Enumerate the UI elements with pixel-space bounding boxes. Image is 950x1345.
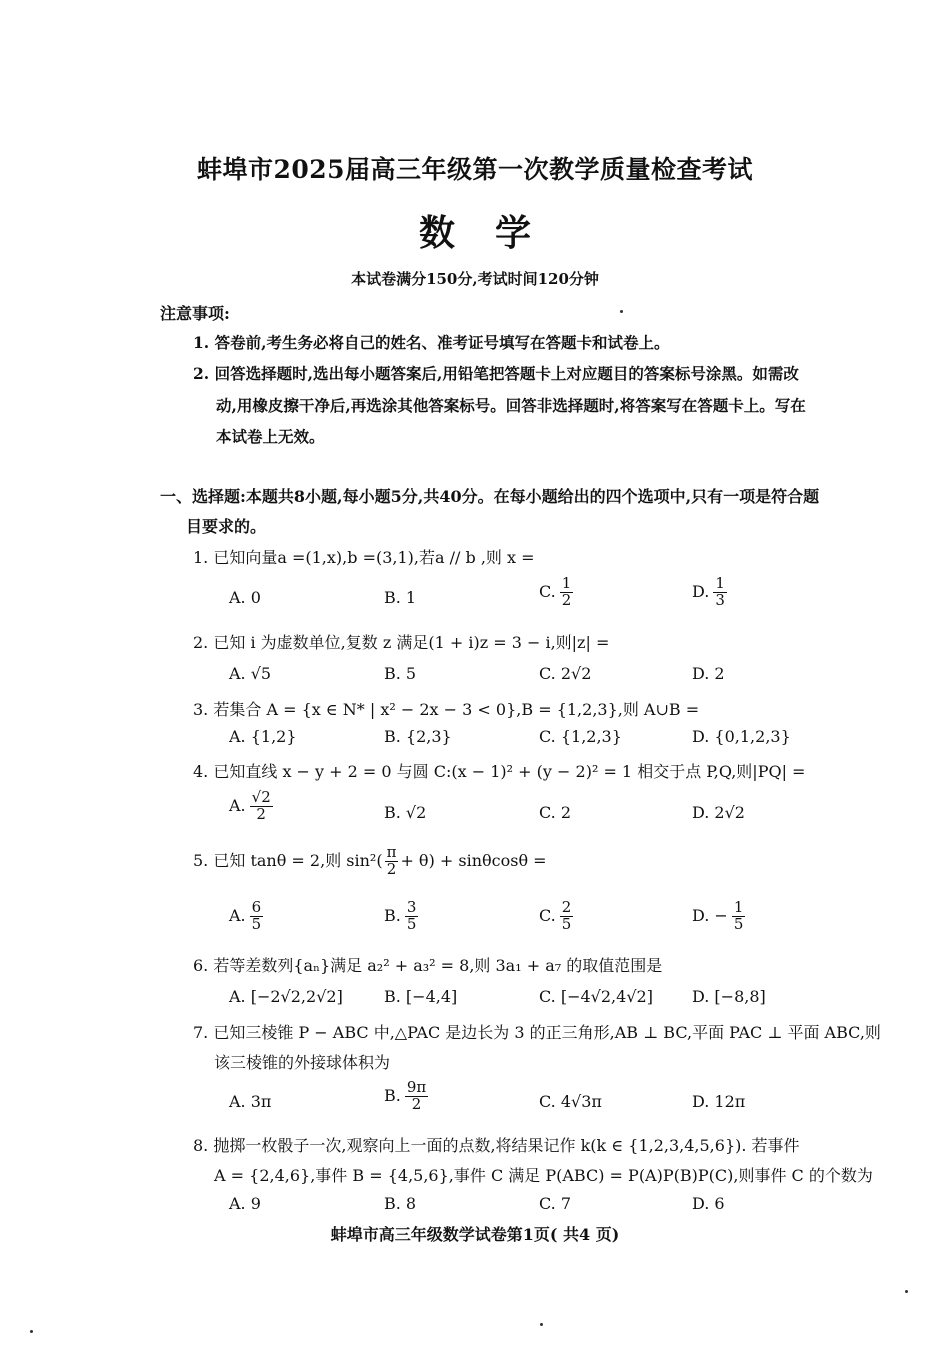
q2-option-b: B. 5 bbox=[384, 664, 417, 683]
q6-option-b: B. [−4,4] bbox=[384, 987, 458, 1006]
q5-option-d: D. − $\frac{1}{5}$ bbox=[692, 898, 744, 933]
section-heading: 一、选择题:本题共8小题,每小题5分,共40分。在每小题给出的四个选项中,只有一项是符合题 bbox=[160, 487, 820, 506]
section-heading-cont: 目要求的。 bbox=[186, 517, 267, 536]
q6-option-a: A. [−2√2,2√2] bbox=[229, 987, 343, 1006]
q8-option-d: D. 6 bbox=[692, 1194, 725, 1213]
question-8-stem-line-1: 8. 抛掷一枚骰子一次,观察向上一面的点数,将结果记作 k(k ∈ {1,2,3,4,5,6}). 若事件 bbox=[193, 1136, 800, 1155]
notice-item-1: 1. 答卷前,考生务必将自己的姓名、准考证号填写在答题卡和试卷上。 bbox=[193, 333, 670, 352]
scan-speck bbox=[540, 1323, 543, 1326]
question-4-stem: 4. 已知直线 x − y + 2 = 0 与圆 C:(x − 1)² + (y − 2)² = 1 相交于点 P,Q,则|PQ| = bbox=[193, 762, 806, 781]
notice-item-2-line-3: 本试卷上无效。 bbox=[216, 427, 325, 446]
q3-option-b: B. {2,3} bbox=[384, 727, 452, 746]
scan-speck bbox=[30, 1330, 33, 1333]
q1-option-c: C. $\frac{1}{2}$ bbox=[539, 574, 572, 609]
question-2-stem: 2. 已知 i 为虚数单位,复数 z 满足(1 + i)z = 3 − i,则|z| = bbox=[193, 633, 610, 652]
question-7-stem-line-2: 该三棱锥的外接球体积为 bbox=[214, 1053, 391, 1072]
exam-info: 本试卷满分150分,考试时间120分钟 bbox=[351, 270, 599, 288]
notice-item-2-line-1: 2. 回答选择题时,选出每小题答案后,用铅笔把答题卡上对应题目的答案标号涂黑。如需改 bbox=[193, 364, 799, 383]
scan-speck bbox=[620, 310, 623, 313]
page-footer: 蚌埠市高三年级数学试卷第1页( 共4 页) bbox=[330, 1225, 620, 1244]
q8-option-c: C. 7 bbox=[539, 1194, 572, 1213]
q8-option-b: B. 8 bbox=[384, 1194, 417, 1213]
notice-item-2-line-2: 动,用橡皮擦干净后,再选涂其他答案标号。回答非选择题时,将答案写在答题卡上。写在 bbox=[216, 396, 806, 415]
q7-option-b: B. $\frac{9\pi}{2}$ bbox=[384, 1078, 427, 1113]
q4-option-c: C. 2 bbox=[539, 803, 572, 822]
question-8-stem-line-2: A = {2,4,6},事件 B = {4,5,6},事件 C 满足 P(ABC) = P(A)P(B)P(C),则事件 C 的个数为 bbox=[214, 1166, 873, 1185]
q3-option-c: C. {1,2,3} bbox=[539, 727, 622, 746]
q3-option-a: A. {1,2} bbox=[229, 727, 297, 746]
q7-option-a: A. 3π bbox=[229, 1092, 272, 1111]
q6-option-c: C. [−4√2,4√2] bbox=[539, 987, 653, 1006]
q8-option-a: A. 9 bbox=[229, 1194, 261, 1213]
exam-title: 蚌埠市2025届高三年级第一次教学质量检查考试 bbox=[196, 155, 754, 184]
q4-option-d: D. 2√2 bbox=[692, 803, 745, 822]
notice-heading: 注意事项: bbox=[160, 304, 230, 323]
q4-option-b: B. √2 bbox=[384, 803, 427, 822]
question-6-stem: 6. 若等差数列{aₙ}满足 a₂² + a₃² = 8,则 3a₁ + a₇ 的取值范围是 bbox=[193, 956, 663, 975]
q1-option-a: A. 0 bbox=[229, 588, 261, 607]
q1-option-d: D. $\frac{1}{3}$ bbox=[692, 574, 725, 609]
question-7-stem-line-1: 7. 已知三棱锥 P − ABC 中,△PAC 是边长为 3 的正三角形,AB ⊥ BC,平面 PAC ⊥ 平面 ABC,则 bbox=[193, 1023, 881, 1042]
q5-option-a: A. $\frac{6}{5}$ bbox=[229, 898, 262, 933]
question-5-stem: 5. 已知 tanθ = 2,则 sin²( $\frac{\pi}{2}$ + θ) + sinθcosθ = bbox=[193, 843, 547, 878]
q7-option-d: D. 12π bbox=[692, 1092, 746, 1111]
q3-option-d: D. {0,1,2,3} bbox=[692, 727, 791, 746]
question-3-stem: 3. 若集合 A = {x ∈ N* | x² − 2x − 3 < 0},B = {1,2,3},则 A∪B = bbox=[193, 700, 700, 719]
q5-option-b: B. $\frac{3}{5}$ bbox=[384, 898, 417, 933]
q1-option-b: B. 1 bbox=[384, 588, 417, 607]
q7-option-c: C. 4√3π bbox=[539, 1092, 602, 1111]
q5-option-c: C. $\frac{2}{5}$ bbox=[539, 898, 572, 933]
subject-heading: 数学 bbox=[418, 212, 571, 254]
q2-option-c: C. 2√2 bbox=[539, 664, 592, 683]
q4-option-a: A. $\frac{√2}{2}$ bbox=[229, 788, 271, 823]
q2-option-d: D. 2 bbox=[692, 664, 725, 683]
question-1-stem: 1. 已知向量a =(1,x),b =(3,1),若a // b ,则 x = bbox=[193, 548, 535, 567]
q6-option-d: D. [−8,8] bbox=[692, 987, 766, 1006]
q2-option-a: A. √5 bbox=[229, 664, 272, 683]
scan-speck bbox=[905, 1290, 908, 1293]
